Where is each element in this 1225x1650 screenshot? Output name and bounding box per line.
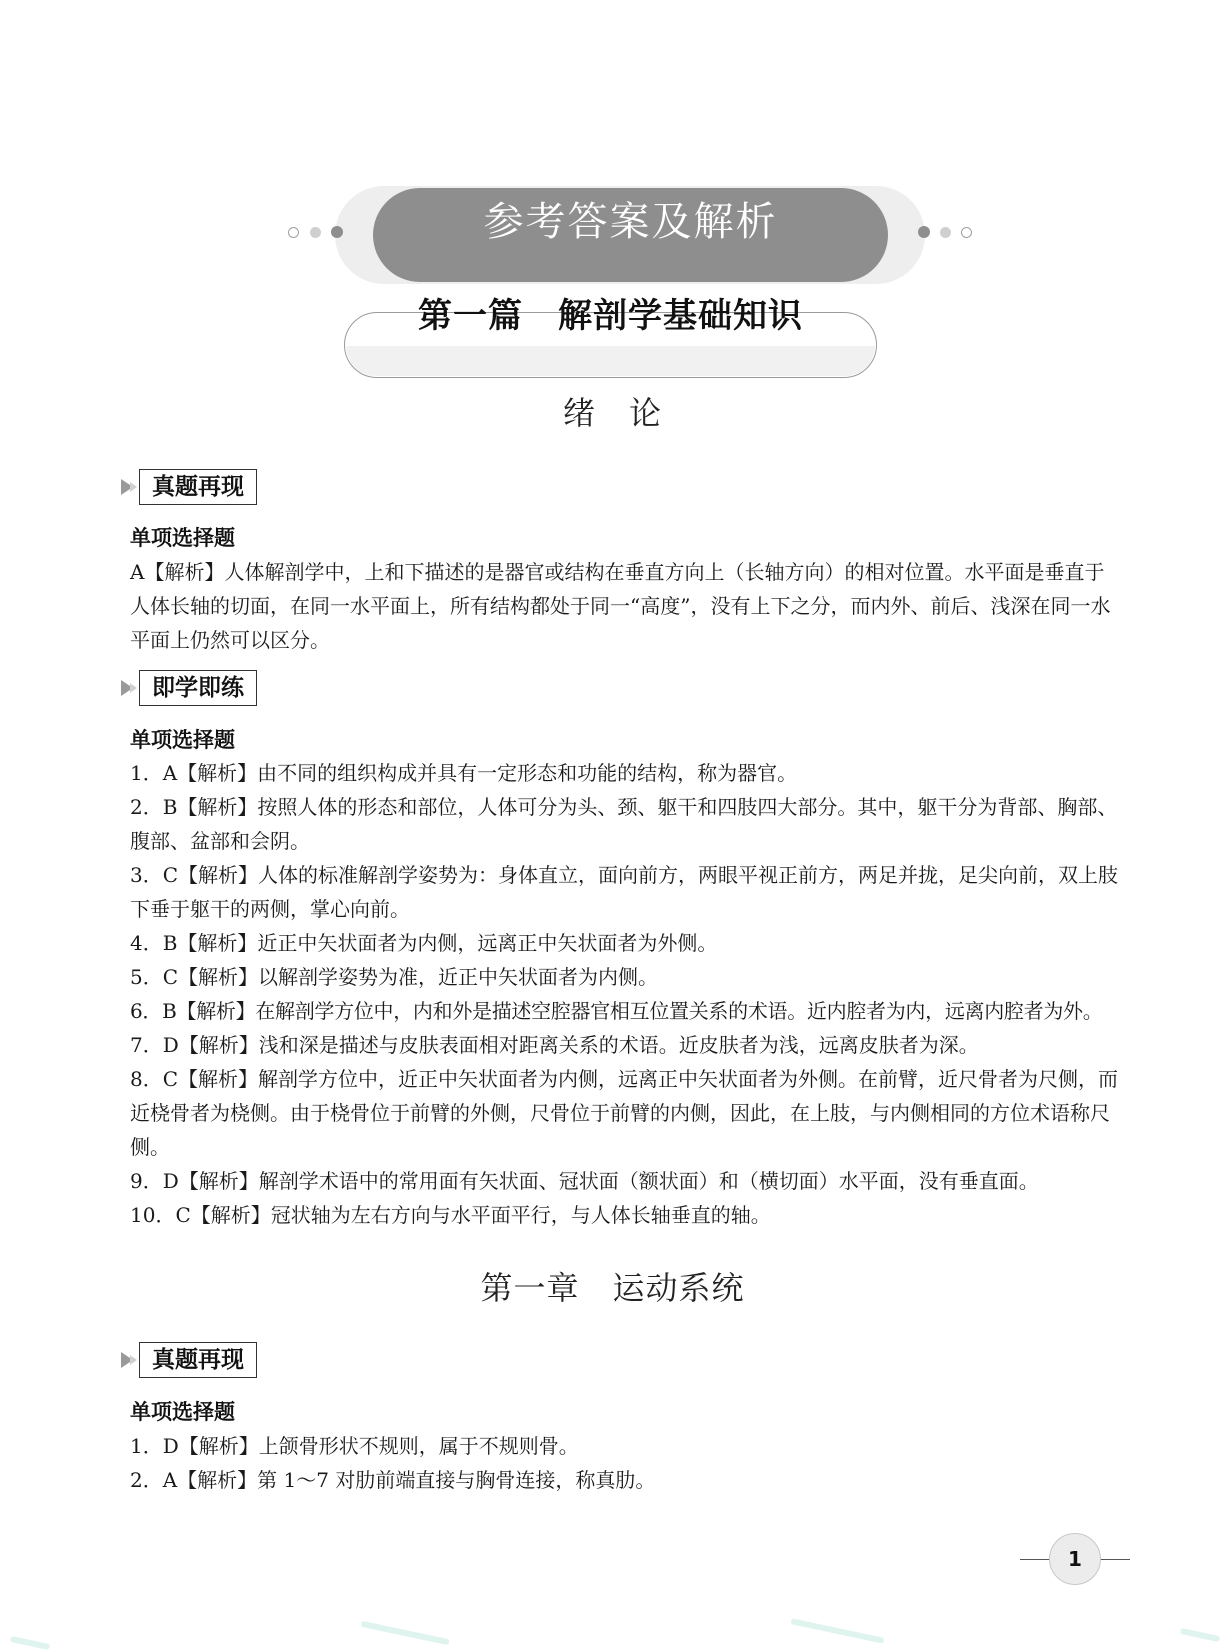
answer-item: 2．B【解析】按照人体的形态和部位，人体可分为头、颈、躯干和四肢四大部分。其中，躯干分为背部、胸部、腹部、盆部和会阴。 (130, 795, 1118, 853)
page-number: 1 (1049, 1533, 1101, 1585)
section-tag-zhenti: 真题再现 (139, 1342, 257, 1378)
answer-item: 3．C【解析】人体的标准解剖学姿势为：身体直立，面向前方，两眼平视正前方，两足并拢，足尖向前，双上肢下垂于躯干的两侧，掌心向前。 (130, 863, 1119, 921)
chapter-title: 第一章 运动系统 (480, 1269, 745, 1307)
answer-item: 5．C【解析】以解剖学姿势为准，近正中矢状面者为内侧。 (130, 965, 659, 989)
banner-dot-left-3 (331, 226, 343, 238)
watermark-stroke (1180, 1628, 1220, 1642)
section-subhead: 单项选择题 (130, 1400, 235, 1424)
section-subhead: 单项选择题 (130, 526, 235, 550)
section-subhead: 单项选择题 (130, 728, 235, 752)
section-arrow-accent-icon (130, 1355, 137, 1365)
answer-item: 2．A【解析】第 1～7 对肋前端直接与胸骨连接，称真肋。 (130, 1468, 656, 1492)
watermark-stroke (790, 1618, 884, 1644)
page-number-rule-right (1100, 1559, 1130, 1560)
banner-title: 参考答案及解析 (483, 199, 778, 245)
answer-item: 8．C【解析】解剖学方位中，近正中矢状面者为内侧，远离正中矢状面者为外侧。在前臂，近尺骨者为尺侧，而近桡骨者为桡侧。由于桡骨位于前臂的外侧，尺骨位于前臂的内侧，因此，在上肢，与内侧相同的方位术语称尺侧。 (130, 1067, 1119, 1159)
answer-paragraph: A【解析】人体解剖学中，上和下描述的是器官或结构在垂直方向上（长轴方向）的相对位置。水平面是垂直于人体长轴的切面，在同一水平面上，所有结构都处于同一“高度”，没有上下之分，而内外、前后、浅深在同一水平面上仍然可以区分。 (130, 560, 1111, 652)
banner-dot-left-2 (310, 227, 321, 238)
answer-item: 9．D【解析】解剖学术语中的常用面有矢状面、冠状面（额状面）和（横切面）水平面，没有垂直面。 (130, 1169, 1039, 1193)
answer-item: 6．B【解析】在解剖学方位中，内和外是描述空腔器官相互位置关系的术语。近内腔者为内，远离内腔者为外。 (130, 999, 1103, 1023)
answer-item: 4．B【解析】近正中矢状面者为内侧，远离正中矢状面者为外侧。 (130, 931, 718, 955)
watermark-stroke (10, 1636, 50, 1650)
section-tag-zhenti: 真题再现 (139, 469, 257, 505)
watermark-stroke (360, 1621, 449, 1646)
page-number-rule-left (1020, 1559, 1050, 1560)
answer-item: 10．C【解析】冠状轴为左右方向与水平面平行，与人体长轴垂直的轴。 (130, 1203, 771, 1227)
banner-dot-right-3 (961, 227, 972, 238)
answer-item: 7．D【解析】浅和深是描述与皮肤表面相对距离关系的术语。近皮肤者为浅，远离皮肤者为深。 (130, 1033, 979, 1057)
banner-dot-right-1 (918, 226, 930, 238)
banner-dot-right-2 (940, 227, 951, 238)
section-tag-jixue: 即学即练 (139, 670, 257, 706)
answer-item: 1．D【解析】上颌骨形状不规则，属于不规则骨。 (130, 1434, 579, 1458)
intro-title: 绪 论 (562, 394, 662, 432)
banner-dot-left-1 (288, 227, 299, 238)
part-title-shade (346, 346, 875, 376)
answer-item: 1．A【解析】由不同的组织构成并具有一定形态和功能的结构，称为器官。 (130, 761, 798, 785)
section-arrow-accent-icon (130, 482, 137, 492)
part-title: 第一篇 解剖学基础知识 (418, 296, 803, 336)
section-arrow-accent-icon (130, 683, 137, 693)
